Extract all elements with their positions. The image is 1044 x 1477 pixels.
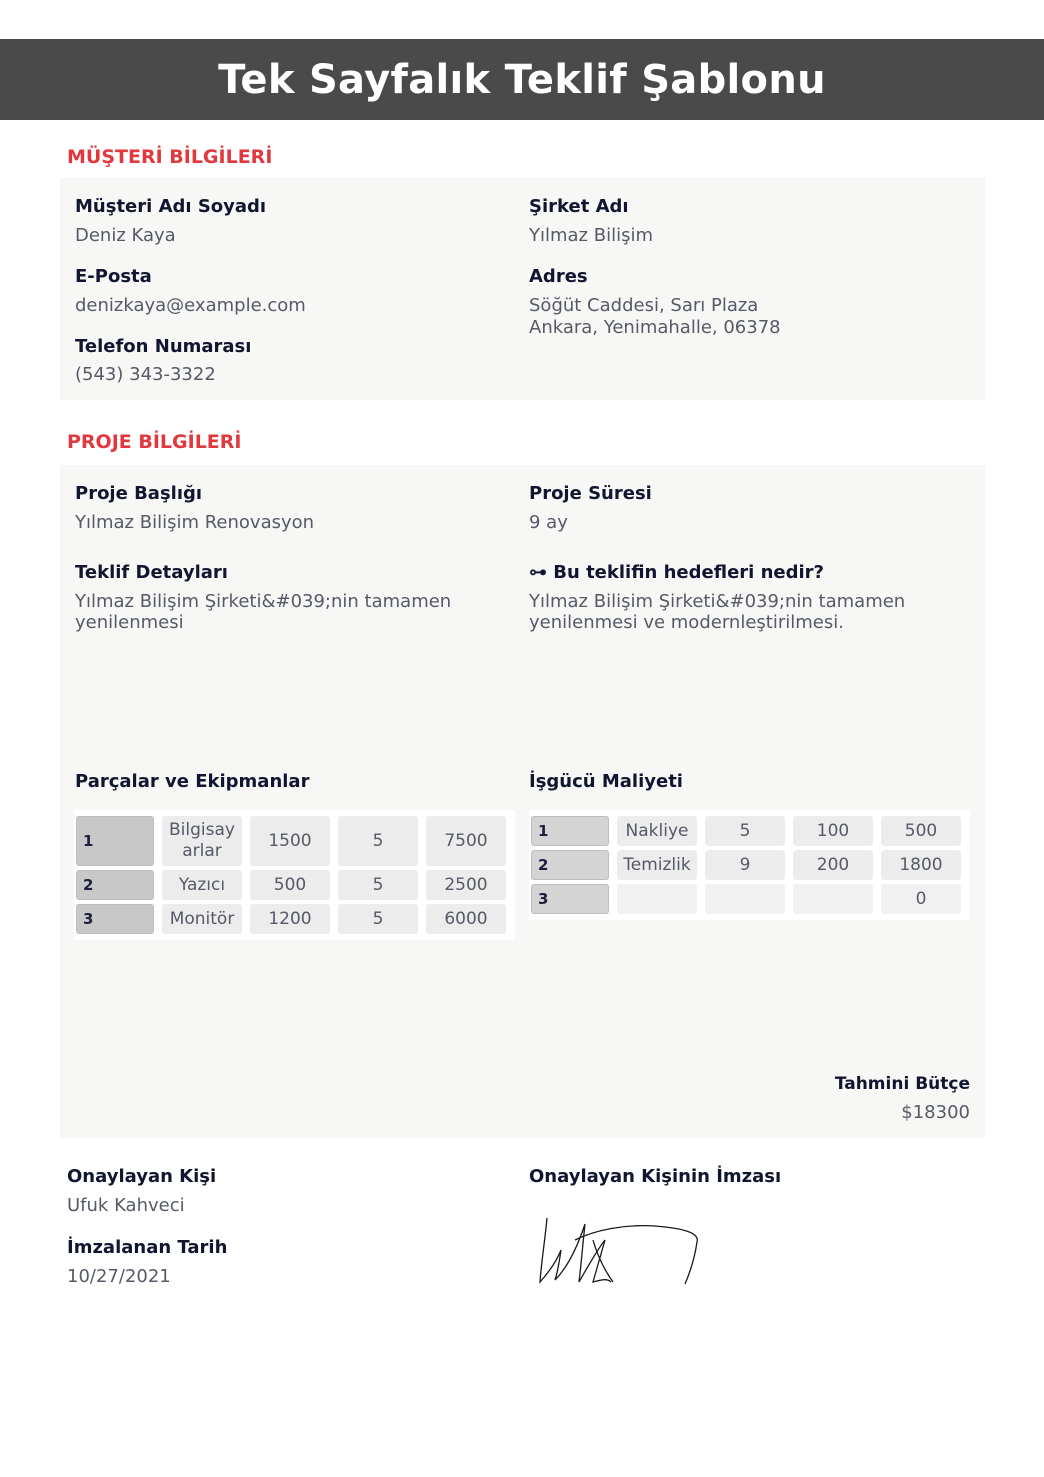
parts-qty-cell[interactable]: 5 [338,816,418,866]
signature-label: Onaylayan Kişinin İmzası [529,1166,782,1187]
table-row [76,870,513,900]
parts-qty-cell[interactable]: 5 [338,870,418,900]
customer-name-label: Müşteri Adı Soyadı [75,196,267,217]
table-row [531,850,968,880]
parts-total-cell: 7500 [426,816,506,866]
email-value: denizkaya@example.com [75,295,306,316]
handwritten-signature [535,1210,705,1290]
labor-total-cell: 500 [881,816,961,846]
customer-name: Deniz Kaya [75,225,176,246]
parts-total-cell: 6000 [426,904,506,934]
table-row [531,884,968,914]
customer-section-heading: MÜŞTERİ BİLGİLERİ [67,146,273,168]
offer-details-line-1: Yılmaz Bilişim Şirketi&#039;nin tamamen [75,591,452,612]
labor-price-cell[interactable] [793,884,873,914]
parts-row-number: 3 [76,904,154,934]
phone-label: Telefon Numarası [75,336,252,357]
title-bar [0,39,1044,120]
parts-total-cell: 2500 [426,870,506,900]
customer-panel [60,178,985,400]
company-label: Şirket Adı [529,196,629,217]
parts-price-cell[interactable]: 1500 [250,816,330,866]
project-title-label: Proje Başlığı [75,483,203,504]
table-row [76,904,513,934]
labor-total-cell: 1800 [881,850,961,880]
company-value: Yılmaz Bilişim [529,225,653,246]
address-label: Adres [529,266,588,287]
address-line-1: Söğüt Caddesi, Sarı Plaza [529,295,759,316]
labor-qty-cell[interactable]: 5 [705,816,785,846]
project-title-value: Yılmaz Bilişim Renovasyon [75,512,315,533]
offer-goals-line-1: Yılmaz Bilişim Şirketi&#039;nin tamamen [529,591,906,612]
offer-details-line-2: yenilenmesi [75,612,184,633]
labor-item-cell[interactable]: Nakliye [617,816,697,846]
labor-label: İşgücü Maliyeti [529,771,683,792]
approver-label: Onaylayan Kişi [67,1166,217,1187]
parts-price-cell[interactable]: 1200 [250,904,330,934]
table-row [76,816,513,866]
email-label: E-Posta [75,266,152,287]
parts-item-cell[interactable]: Monitör [162,904,242,934]
labor-table [529,810,970,920]
phone-value: (543) 343-3322 [75,364,216,385]
parts-price-cell[interactable]: 500 [250,870,330,900]
labor-row-number: 1 [531,816,609,846]
labor-price-cell[interactable]: 200 [793,850,873,880]
labor-item-cell[interactable]: Temizlik [617,850,697,880]
project-panel [60,465,985,1138]
address-line-2: Ankara, Yenimahalle, 06378 [529,317,781,338]
labor-price-cell[interactable]: 100 [793,816,873,846]
parts-label: Parçalar ve Ekipmanlar [75,771,310,792]
project-section-heading: PROJE BİLGİLERİ [67,431,242,453]
labor-row-number: 2 [531,850,609,880]
labor-item-cell[interactable] [617,884,697,914]
parts-item-text: Bilgisay [169,820,235,840]
budget-value: $18300 [901,1102,970,1123]
offer-details-label: Teklif Detayları [75,562,228,583]
parts-item-text: arlar [182,841,222,861]
labor-total-cell: 0 [881,884,961,914]
project-duration-label: Proje Süresi [529,483,652,504]
page-title: Tek Sayfalık Teklif Şablonu [218,56,826,103]
table-row [531,816,968,846]
budget-label: Tahmini Bütçe [834,1074,970,1094]
parts-item-cell[interactable] [162,816,242,866]
parts-qty-cell[interactable]: 5 [338,904,418,934]
project-duration-value: 9 ay [529,512,568,533]
parts-row-number: 2 [76,870,154,900]
signed-date-value: 10/27/2021 [67,1266,171,1287]
signed-date-label: İmzalanan Tarih [67,1237,228,1258]
offer-goals-label: ⊶ Bu teklifin hedefleri nedir? [529,562,824,583]
labor-qty-cell[interactable]: 9 [705,850,785,880]
labor-row-number: 3 [531,884,609,914]
parts-table [74,810,515,940]
offer-goals-line-2: yenilenmesi ve modernleştirilmesi. [529,612,844,633]
labor-qty-cell[interactable] [705,884,785,914]
approver-name: Ufuk Kahveci [67,1195,185,1216]
parts-row-number: 1 [76,816,154,866]
parts-item-cell[interactable]: Yazıcı [162,870,242,900]
